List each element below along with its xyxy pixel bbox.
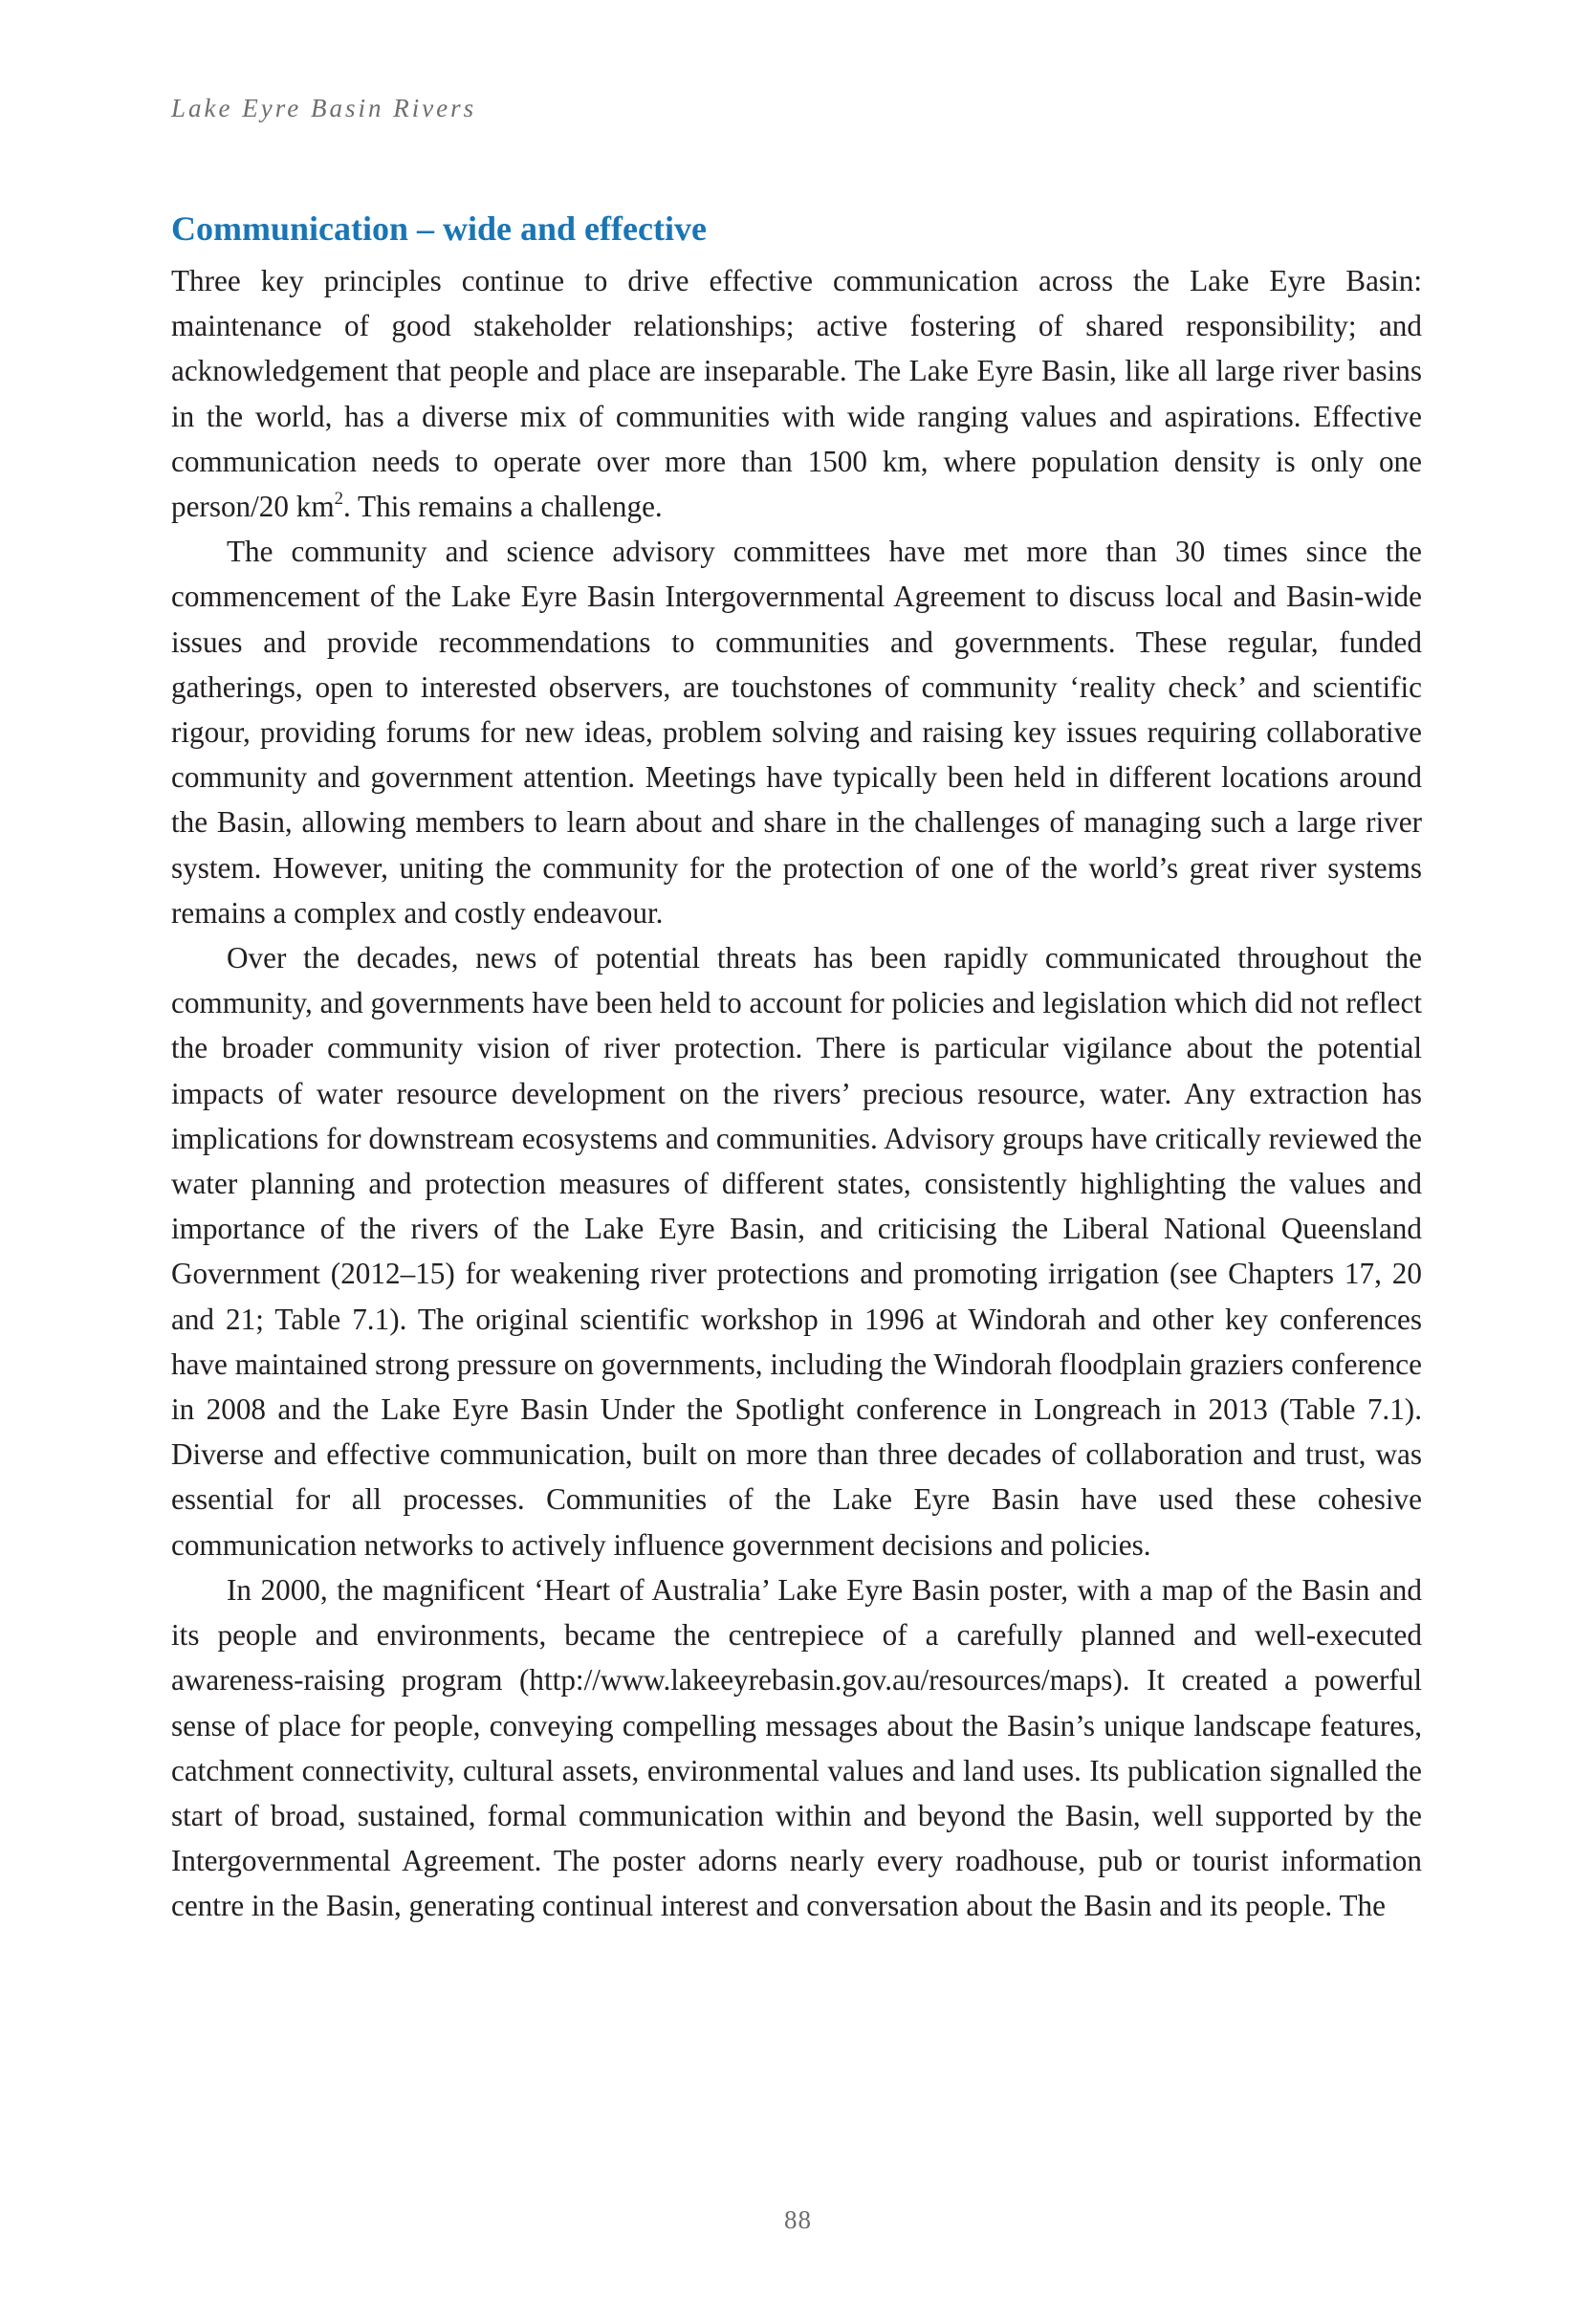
- paragraph-4: In 2000, the magnificent ‘Heart of Australia’ Lake Eyre Basin poster, with a map of the Basin and its people and environments, became the centrepiece of a carefully planned and well-executed awareness-raising program (http://www.lakeeyrebasin.gov.au/resources/maps). It created a powerful sense of place for people, conveying compelling messages about the Basin’s unique landscape features, catchment connectivity, cultural assets, environmental values and land uses. Its publication signalled the start of broad, sustained, formal communication within and beyond the Basin, well supported by the Intergovernmental Agreement. The poster adorns nearly every roadhouse, pub or tourist information centre in the Basin, generating continual interest and conversation about the Basin and its people. The: [171, 1572, 1422, 1923]
- page-number: 88: [784, 2205, 812, 2234]
- section-title: Communication – wide and effective: [171, 209, 707, 248]
- body-text: [171, 258, 1422, 1929]
- superscript-2: 2: [334, 488, 344, 509]
- running-head: Lake Eyre Basin Rivers: [171, 94, 477, 122]
- paragraph-3: Over the decades, news of potential threats has been rapidly communicated throughout the community, and governments have been held to account for policies and legislation which did not reflect the broader community vision of river protection. There is particular vigilance about the potential impacts of water resource development on the rivers’ precious resource, water. Any extraction has implications for downstream ecosystems and communities. Advisory groups have critically reviewed the water planning and protection measures of different states, consistently highlighting the values and importance of the rivers of the Lake Eyre Basin, and criticising the Liberal National Queensland Government (2012–15) for weakening river protections and promoting irrigation (see Chapters 17, 20 and 21; Table 7.1). The original scientific workshop in 1996 at Windorah and other key conferences have maintained strong pressure on governments, including the Windorah floodplain graziers conference in 2008 and the Lake Eyre Basin Under the Spotlight conference in Longreach in 2013 (Table 7.1). Diverse and effective communication, built on more than three decades of collaboration and trust, was essential for all processes. Communities of the Lake Eyre Basin have used these cohesive communication networks to actively influence government decisions and policies.: [171, 941, 1422, 1562]
- paragraph-1-tail: . This remains a challenge.: [343, 490, 663, 524]
- paragraph-2: The community and science advisory committees have met more than 30 times since the commencement of the Lake Eyre Basin Intergovernmental Agreement to discuss local and Basin-wide issues and provide recommendations to communities and governments. These regular, funded gatherings, open to interested observers, are touchstones of community ‘reality check’ and scientific rigour, providing forums for new ideas, problem solving and raising key issues requiring collaborative community and government attention. Meetings have typically been held in different locations around the Basin, allowing members to learn about and share in the challenges of managing such a large river system. However, uniting the community for the protection of one of the world’s great river systems remains a complex and costly endeavour.: [171, 535, 1422, 930]
- paragraph-1-text: Three key principles continue to drive effective communication across the Lake Eyre Basin: maintenance of good stakeholder relationships; active fostering of shared responsibility; and acknowledgement that people and place are inseparable. The Lake Eyre Basin, like all large river basins in the world, has a diverse mix of communities with wide ranging values and aspirations. Effective communication needs to operate over more than 1500 km, where population density is only one person/20 km: [171, 264, 1422, 524]
- paragraph-1: [171, 258, 1422, 529]
